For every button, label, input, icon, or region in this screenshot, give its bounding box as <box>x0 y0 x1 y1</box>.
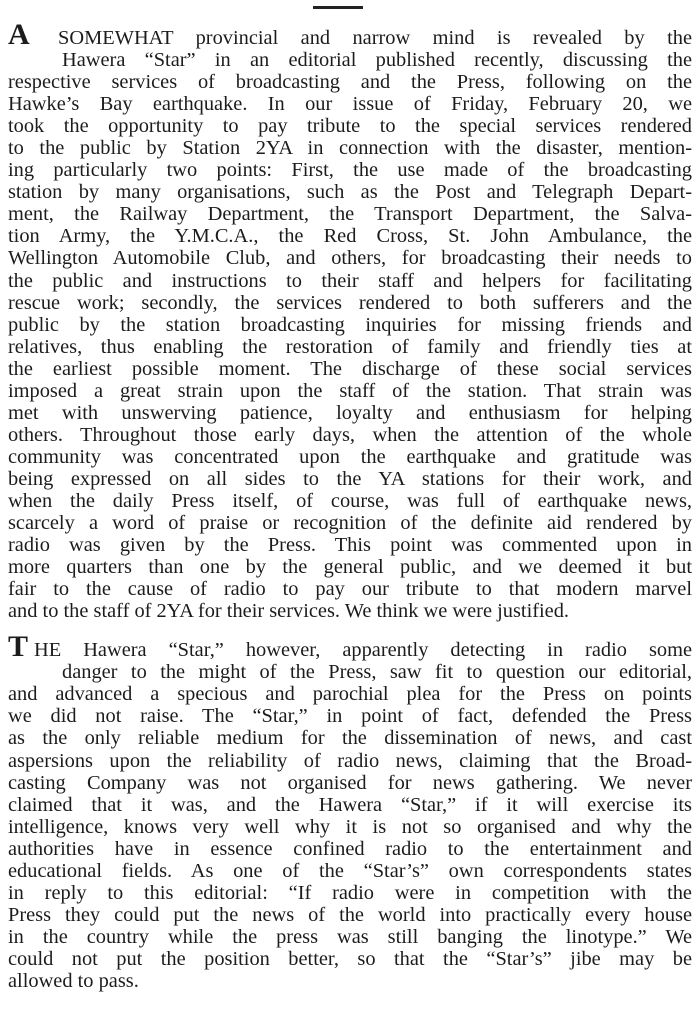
text-line: took the opportunity to pay tribute to the special services rendered <box>8 115 692 138</box>
text-line: we did not raise. The “Star,” in point of fact, defended the Press <box>8 705 692 728</box>
text-line: scarcely a word of praise or recognition of the definite aid rendered by <box>8 512 692 535</box>
text-line: Hawke’s Bay earthquake. In our issue of Friday, February 20, we <box>8 93 692 116</box>
text-line: and advanced a specious and parochial plea for the Press on points <box>8 683 692 706</box>
paragraph-2 <box>8 630 692 992</box>
text-line: tion Army, the Y.M.C.A., the Red Cross, St. John Ambulance, the <box>8 225 692 248</box>
paragraph-1 <box>8 18 692 623</box>
text-line: imposed a great strain upon the staff of the station. That strain was <box>8 379 692 402</box>
text-line-content: SOMEWHAT provincial and narrow mind is revealed by the <box>35 27 692 49</box>
text-line: public by the station broadcasting inquiries for missing friends and <box>8 313 692 336</box>
text-line <box>8 630 692 664</box>
text-line: authorities have in essence confined radio to the entertainment and <box>8 837 692 860</box>
text-line: casting Company was not organised for news gathering. We never <box>8 771 692 794</box>
text-line: when the daily Press itself, of course, was full of earthquake news, <box>8 489 692 512</box>
text-line: aspersions upon the reliability of radio news, claiming that the Broad- <box>8 749 692 772</box>
text-line: rescue work; secondly, the services rendered to both sufferers and the <box>8 291 692 314</box>
text-line: claimed that it was, and the Hawera “Star,” if it will exercise its <box>8 793 692 816</box>
top-rule <box>313 6 363 9</box>
text-line: Wellington Automobile Club, and others, for broadcasting their needs to <box>8 247 692 270</box>
text-line: to the public by Station 2YA in connection with the disaster, mention- <box>8 137 692 160</box>
text-line: ing particularly two points: First, the use made of the broadcasting <box>8 159 692 182</box>
text-line-content: HE Hawera “Star,” however, apparently detecting in radio some <box>34 639 692 662</box>
text-line: allowed to pass. <box>8 969 139 992</box>
text-line: intelligence, knows very well why it is not so organised and why the <box>8 815 692 838</box>
text-line: station by many organisations, such as the Post and Telegraph Depart- <box>8 181 692 204</box>
text-line: the earliest possible moment. The discharge of these social services <box>8 357 692 380</box>
text-line: fair to the cause of radio to pay our tribute to that modern marvel <box>8 578 692 601</box>
text-line: the public and instructions to their staff and helpers for facilitating <box>8 269 692 292</box>
text-line: met with unswerving patience, loyalty and enthusiasm for helping <box>8 401 692 424</box>
text-line: being expressed on all sides to the YA stations for their work, and <box>8 467 692 490</box>
text-line: and to the staff of 2YA for their services. We think we were justified. <box>8 600 570 623</box>
text-line: others. Throughout those early days, when the attention of the whole <box>8 423 692 446</box>
text-line: danger to the might of the Press, saw fit to question our editorial, <box>62 661 692 684</box>
text-line: could not put the position better, so that the “Star’s” jibe may be <box>8 947 692 970</box>
text-line <box>8 18 692 51</box>
drop-cap: A <box>8 18 30 51</box>
text-line: respective services of broadcasting and the Press, following on the <box>8 71 692 94</box>
text-line: Hawera “Star” in an editorial published recently, discussing the <box>62 49 692 72</box>
text-line: community was concentrated upon the earthquake and gratitude was <box>8 445 692 468</box>
text-line: in the country while the press was still banging the linotype.” We <box>8 925 692 948</box>
article-column <box>8 18 692 992</box>
text-line: Press they could put the news of the world into practically every house <box>8 903 692 926</box>
drop-cap: T <box>8 630 29 664</box>
text-line: radio was given by the Press. This point was commented upon in <box>8 534 692 557</box>
text-line: more quarters than one by the general public, and we deemed it but <box>8 556 692 579</box>
text-line: relatives, thus enabling the restoration of family and friendly ties at <box>8 335 692 358</box>
text-line: as the only reliable medium for the dissemination of news, and cast <box>8 727 692 750</box>
text-line: ment, the Railway Department, the Transport Department, the Salva- <box>8 203 692 226</box>
text-line: educational fields. As one of the “Star’s” own correspondents states <box>8 859 692 882</box>
text-line: in reply to this editorial: “If radio were in competition with the <box>8 881 692 904</box>
